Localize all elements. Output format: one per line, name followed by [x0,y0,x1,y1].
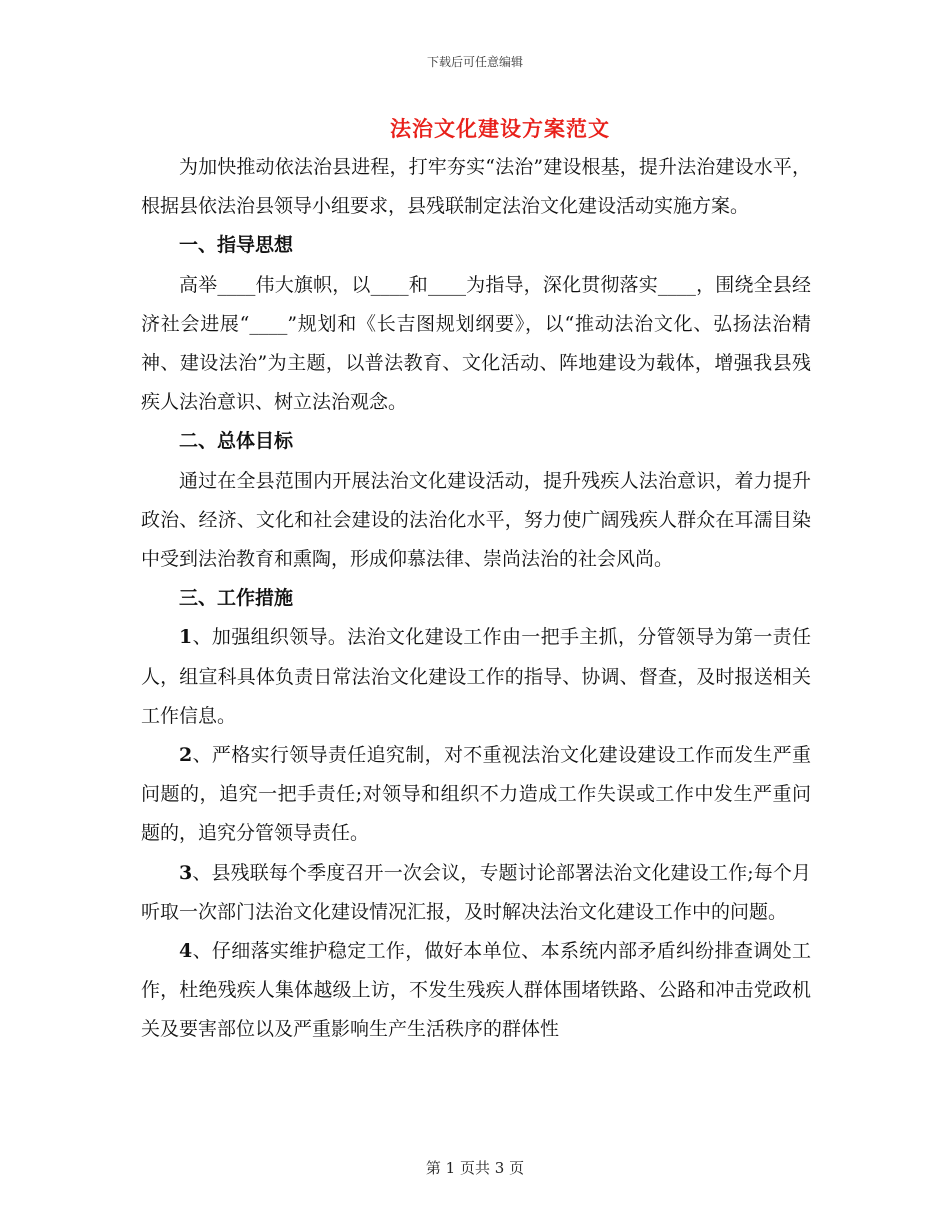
intro-paragraph: 为加快推动依法治县进程，打牢夯实“法治”建设根基，提升法治建设水平，根据县依法治县领导小组要求，县残联制定法治文化建设活动实施方案。 [141,156,811,218]
measure-item-1 [141,618,811,736]
measure-item-4 [141,932,811,1050]
header-note: 下载后可任意编辑 [426,55,523,69]
measure-number: 2 [179,744,193,767]
measure-number: 1 [179,626,193,649]
measure-text: 、加强组织领导。法治文化建设工作由一把手主抓，分管领导为第一责任人，组宣科具体负责日常法治文化建设工作的指导、协调、督查，及时报送相关工作信息。 [141,626,811,727]
measure-item-3 [141,854,811,932]
page-footer: 第 1 页共 3 页 [425,1159,525,1177]
section-heading-overall-goal: 二、总体目标 [179,430,294,453]
section-heading-guiding-ideology: 一、指导思想 [179,234,294,257]
document-body [141,148,811,1050]
measure-number: 4 [179,940,193,963]
document-title: 法治文化建设方案范文 [390,116,610,141]
measure-item-2 [141,736,811,854]
section-body-overall-goal: 通过在全县范围内开展法治文化建设活动，提升残疾人法治意识，着力提升政治、经济、文化和社会建设的法治化水平，努力使广阔残疾人群众在耳濡目染中受到法治教育和熏陶，形成仰慕法律、崇尚法治的社会风尚。 [141,469,811,571]
measure-number: 3 [179,861,193,884]
measure-text: 、仔细落实维护稳定工作，做好本单位、本系统内部矛盾纠纷排查调处工作，杜绝残疾人集体越级上访，不发生残疾人群体围堵铁路、公路和冲击党政机关及要害部位以及严重影响生产生活秩序的群体性 [141,940,811,1041]
section-heading-work-measures: 三、工作措施 [179,587,294,610]
measure-text: 、县残联每个季度召开一次会议，专题讨论部署法治文化建设工作;每个月听取一次部门法治文化建设情况汇报，及时解决法治文化建设工作中的问题。 [141,861,811,923]
section-body-guiding-ideology: 高举____伟大旗帜，以____和____为指导，深化贯彻落实____，围绕全县经济社会进展“____”规划和《长吉图规划纲要》，以“推动法治文化、弘扬法治精神、建设法治”为主题，以普法教育、文化活动、阵地建设为载体，增强我县残疾人法治意识、树立法治观念。 [141,273,811,414]
measure-text: 、严格实行领导责任追究制，对不重视法治文化建设建设工作而发生严重问题的，追究一把手责任;对领导和组织不力造成工作失误或工作中发生严重问题的，追究分管领导责任。 [141,744,811,845]
